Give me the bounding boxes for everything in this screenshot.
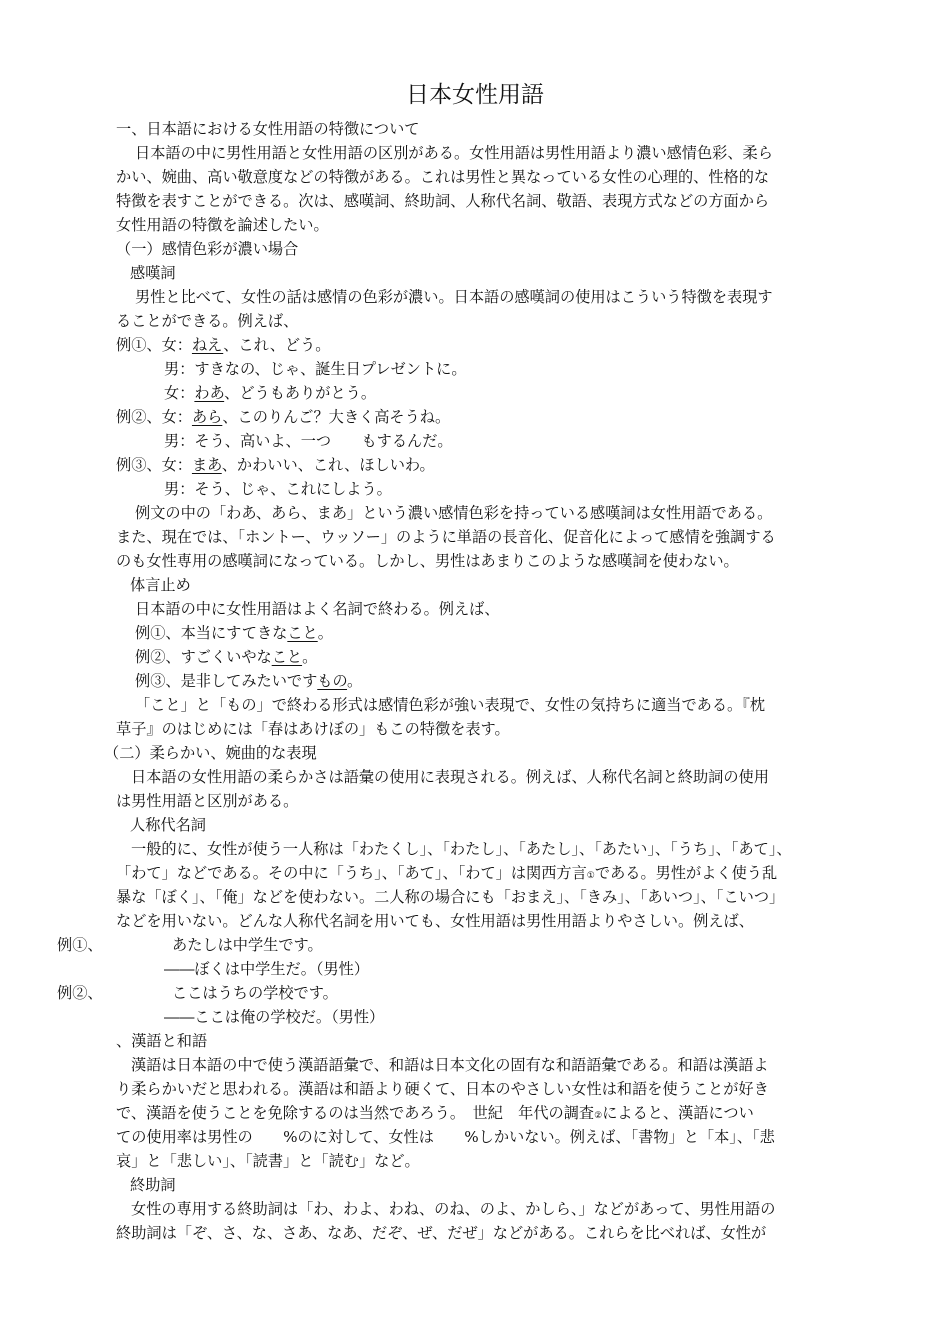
text-line: [164, 357, 467, 381]
text-run: 、漢語と和語: [116, 1032, 208, 1050]
text-line: [116, 309, 298, 333]
text-run: は男性用語と区別がある。: [116, 792, 299, 810]
footnote-marker: ②: [594, 1111, 603, 1121]
text-line: [116, 453, 435, 477]
text-run: り柔らかいだと思われる。漢語は和語より硬くて、日本のやさしい女性は和語を使うことが好き: [116, 1080, 769, 1098]
text-line: [116, 1029, 207, 1053]
text-line: [116, 1221, 766, 1245]
text-line: [116, 789, 298, 813]
text-run: 特徴を表すことができる。次は、感嘆詞、終助詞、人称代名詞、敬語、表現方式などの方面から: [116, 192, 770, 210]
text-line: [116, 213, 329, 237]
text-line: [116, 165, 769, 189]
text-line: [164, 429, 453, 453]
text-run: で、漢語を使うことを免除するのは当然であろう。 世紀 年代の調査: [116, 1104, 595, 1122]
text-line: [135, 621, 333, 645]
text-run: 例②、女：: [116, 408, 192, 426]
text-run: かい、婉曲、高い敬意度などの特徴がある。これは男性と異なっている女性の心理的、性格的な: [116, 168, 770, 186]
text-run: 例①、女：: [116, 336, 192, 354]
text-line: [164, 381, 376, 405]
text-run: 哀」と「悲しい」、「読書」と「読む」など。: [116, 1152, 420, 1170]
text-line: [164, 477, 392, 501]
underlined-word: こと: [287, 624, 318, 642]
text-run: 男：すきなの、じゃ、誕生日プレゼントに。: [164, 360, 467, 378]
text-line: [135, 693, 765, 717]
text-run: （二）柔らかい、婉曲的な表現: [104, 744, 317, 762]
text-run: 一般的に、女性が使う一人称は「わたくし」、「わたし」、「あたし」、「あたい」、「うち」、「あて」、: [131, 840, 792, 858]
text-line: [116, 1077, 769, 1101]
text-run: また、現在では、「ホントー、ウッソー」のように単語の長音化、促音化によって感情を強調する: [116, 528, 776, 546]
text-run: 女性の専用する終助詞は「わ、わよ、わね、のね、のよ、かしら、」などがあって、男性用語の: [131, 1200, 776, 1218]
text-run: 「わて」などである。その中に「うち」、「あて」、「わて」は関西方言: [116, 864, 587, 882]
underlined-word: わあ: [194, 384, 225, 402]
text-line: [116, 405, 450, 429]
text-run: ――ぼくは中学生だ。（男性）: [164, 960, 370, 978]
text-run: 。: [302, 648, 318, 666]
text-run: である。男性がよく使う乱: [594, 864, 778, 882]
text-run: 例①、: [57, 936, 103, 954]
text-run: 男：そう、高いよ、一つ もするんだ。: [164, 432, 453, 450]
text-run: 例①、本当にすてきな: [135, 624, 288, 642]
text-line: [116, 861, 777, 888]
underlined-word: まあ: [191, 456, 222, 474]
underlined-word: ねえ: [191, 336, 224, 354]
text-line: [130, 813, 206, 837]
text-run: ることができる。例えば、: [116, 312, 299, 330]
text-line: [104, 741, 317, 765]
text-line: [116, 333, 330, 357]
text-run: 女性用語の特徴を論述したい。: [116, 216, 329, 234]
text-run: 終助詞: [130, 1176, 176, 1194]
text-line: [116, 1149, 420, 1173]
text-line: [116, 117, 419, 141]
text-line: [131, 765, 769, 789]
text-run: 日本語の中に女性用語はよく名詞で終わる。例えば、: [135, 600, 500, 618]
text-line: [135, 501, 772, 525]
text-run: ての使用率は男性の %のに対して、女性は %しかいない。例えば、「書物」と「本」、「悲: [116, 1128, 775, 1146]
text-line: [57, 981, 103, 1005]
text-run: 例③、女：: [116, 456, 192, 474]
footnote-marker: ①: [586, 871, 595, 881]
text-line: [172, 981, 338, 1005]
text-run: 日本語の女性用語の柔らかさは語彙の使用に表現される。例えば、人称代名詞と終助詞の使用: [131, 768, 769, 786]
text-run: 漢語は日本語の中で使う漢語語彙で、和語は日本文化の固有な和語語彙である。和語は漢語よ: [131, 1056, 769, 1074]
text-line: [116, 1125, 775, 1149]
text-line: [116, 549, 739, 573]
text-line: [116, 909, 754, 933]
text-run: 男：そう、じゃ、これにしよう。: [164, 480, 392, 498]
text-line: [135, 669, 362, 693]
text-run: などを用いない。どんな人称代名詞を用いても、女性用語は男性用語よりやさしい。例えば、: [116, 912, 754, 930]
text-line: [116, 525, 776, 549]
text-run: 、どうもありがとう。: [224, 384, 377, 402]
text-run: 日本語の中に男性用語と女性用語の区別がある。女性用語は男性用語より濃い感情色彩、柔ら: [135, 144, 773, 162]
text-run: 。: [317, 624, 333, 642]
text-run: 男性と比べて、女性の話は感情の色彩が濃い。日本語の感嘆詞の使用はこういう特徴を表現す: [135, 288, 773, 306]
text-line: [116, 189, 769, 213]
text-run: 「こと」と「もの」で終わる形式は感情色彩が強い表現で、女性の気持ちに適当である。『枕: [135, 696, 765, 714]
text-line: [172, 933, 323, 957]
underlined-word: もの: [317, 672, 348, 690]
text-line: [57, 933, 103, 957]
text-line: [116, 237, 298, 261]
text-run: ここはうちの学校です。: [172, 984, 338, 1002]
text-line: [135, 597, 500, 621]
text-line: [130, 261, 176, 285]
text-line: [164, 1005, 384, 1029]
text-line: [130, 573, 191, 597]
text-run: 、かわいい、これ、ほしいわ。: [221, 456, 435, 474]
text-line: [116, 1101, 754, 1128]
text-run: 例②、すごくいやな: [135, 648, 272, 666]
text-line: [131, 1197, 775, 1221]
text-run: によると、漢語につい: [602, 1104, 754, 1122]
text-run: 感嘆詞: [130, 264, 176, 282]
text-run: 終助詞は「ぞ、さ、な、さあ、なあ、だぞ、ぜ、だぜ」などがある。これらを比べれば、女性が: [116, 1224, 767, 1242]
text-run: ――ここは俺の学校だ。（男性）: [164, 1008, 385, 1026]
text-run: 、これ、どう。: [223, 336, 331, 354]
underlined-word: こと: [271, 648, 303, 666]
text-run: 体言止め: [130, 576, 191, 594]
text-run: 。: [347, 672, 363, 690]
text-run: （一）感情色彩が濃い場合: [116, 240, 299, 258]
text-line: [164, 957, 369, 981]
text-line: [131, 837, 792, 861]
text-run: 一、日本語における女性用語の特徴について: [116, 120, 420, 138]
text-run: あたしは中学生です。: [172, 936, 323, 954]
text-line: [135, 141, 773, 165]
text-line: [116, 885, 784, 909]
text-line: [131, 1053, 769, 1077]
text-line: [130, 1173, 176, 1197]
text-run: 例②、: [57, 984, 103, 1002]
text-run: 、このりんご？大きく高そうね。: [222, 408, 451, 426]
text-line: [135, 645, 317, 669]
underlined-word: あら: [191, 408, 223, 426]
text-run: 例文の中の「わあ、あら、まあ」という濃い感情色彩を持っている感嘆詞は女性用語である。: [135, 504, 773, 522]
text-run: 暴な「ぼく」、「俺」などを使わない。二人称の場合にも「おまえ」、「きみ」、「あいつ」、「こいつ」: [116, 888, 785, 906]
text-run: 人称代名詞: [130, 816, 206, 834]
page-title: 日本女性用語: [406, 82, 544, 108]
text-line: [135, 285, 773, 309]
text-run: 例③、是非してみたいです: [135, 672, 318, 690]
text-run: 女：: [164, 384, 195, 402]
text-run: 草子』のはじめには「春はあけぼの」もこの特徴を表す。: [116, 720, 510, 738]
text-run: のも女性専用の感嘆詞になっている。しかし、男性はあまりこのような感嘆詞を使わない。: [116, 552, 739, 570]
text-line: [116, 717, 510, 741]
